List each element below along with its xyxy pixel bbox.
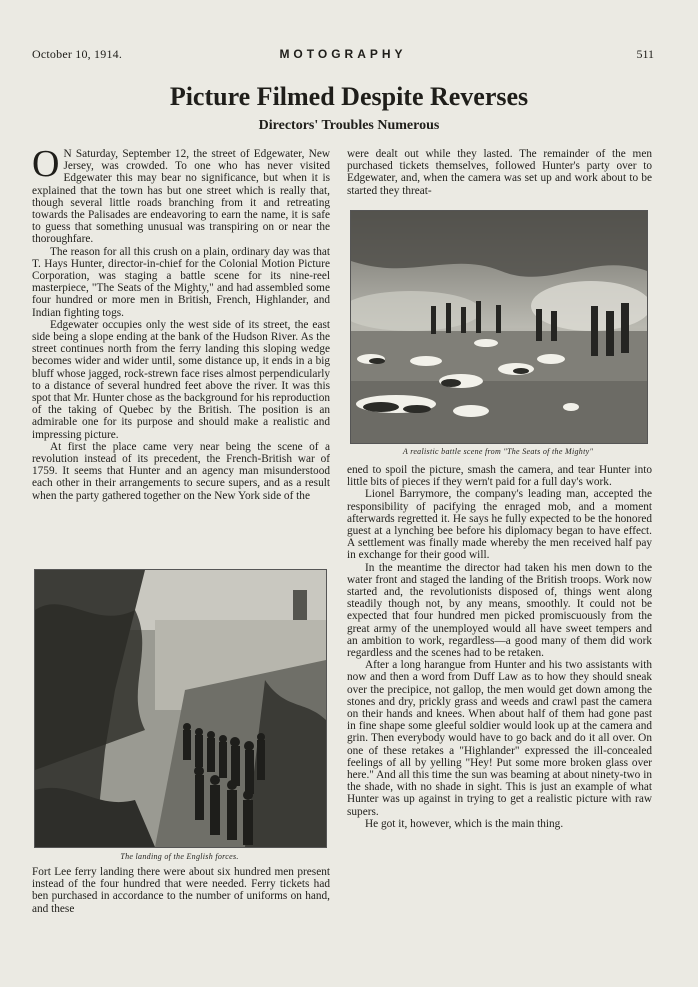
magazine-title: MOTOGRAPHY	[279, 47, 407, 61]
battle-photo	[350, 210, 648, 444]
paragraph: He got it, however, which is the main thing.	[365, 817, 564, 830]
column-1-top	[32, 148, 330, 562]
drop-cap: O	[32, 148, 60, 185]
landing-illustration	[35, 570, 326, 847]
paragraph: After a long harangue from Hunter and his two assistants with now and then a word from Duff Law as to how they should sneak over the precipice, not gallop, the men would get down among the stones and dry, prickly grass and weeds and crawl past the camera on their hands and knees. When about half of them had gone past in fine shape some gleeful soldier would look up at the camera and grin. Then everybody would have to go back and do it all over. On one of these retakes a "Highlander" expressed the ill-concealed feelings of all by yelling "Hey! Put some more broken glass over here." And all this time the sun was beaming at about ninety-two in the shade, with no shade in sight. This is just an example of what Hunter was up against in trying to get a realistic picture with raw supers.	[347, 659, 652, 818]
paragraph: Edgewater occupies only the west side of its street, the east side being a slope ending at the bank of the Hudson River. As the street continues north from the ferry landing this sloping wedge becomes wider and wider until, some distance up, it ends in a big bluff whose jagged, rock-strewn face rises almost perpendicularly to a distance of several hundred feet above the river. It was this spot that Mr. Hunter chose as the background for his reproduction of the taking of Quebec by the British. The position is an admirable one for its purpose and should make a realistic and impressing picture.	[32, 318, 330, 441]
battle-caption: A realistic battle scene from "The Seats of the Mighty"	[402, 447, 594, 456]
landing-caption: The landing of the English forces.	[120, 852, 239, 861]
paragraph: At first the place came very near being the scene of a revolution instead of its precedent, the French-British war of 1759. It seems that Hunter and an agency man misunderstood each other in their arrangements to secure supers, and as a result when the party gathered together on the New York side of the	[32, 440, 330, 502]
battle-illustration	[351, 211, 647, 443]
paragraph: Lionel Barrymore, the company's leading man, accepted the responsibility of pacifying the enraged mob, and a moment afterwards regretted it. He says he fully expected to be the honored guest at a lynching bee before his diplomacy began to have effect. A settlement was finally made whereby the men received half pay in exchange for their good will.	[347, 488, 652, 562]
issue-date: October 10, 1914.	[32, 47, 123, 61]
column-1-bottom	[32, 866, 330, 922]
running-header	[32, 47, 654, 65]
paragraph: were dealt out while they lasted. The remainder of the men purchased tickets themselves, followed Hunter's party over to Edgewater, and, when the camera was set up and work about to be started they threat-	[347, 148, 652, 197]
column-2-top	[347, 148, 652, 200]
landing-photo	[34, 569, 327, 848]
page-number: 511	[636, 47, 654, 61]
paragraph: The reason for all this crush on a plain, ordinary day was that T. Hays Hunter, director-in-chief for the Colonial Motion Picture Corporation, was staging a battle scene for its nine-reel masterpiece, "The Seats of the Mighty," and had assembled some four hundred or more men in British, French, Highlander, and Indian fighting togs.	[32, 245, 330, 319]
paragraph: Fort Lee ferry landing there were about six hundred men present instead of the four hundred that were needed. Ferry tickets had ben purchased in accordance to the number of uniforms on hand, and these	[32, 866, 330, 915]
paragraph: In the meantime the director had taken his men down to the water front and staged the landing of the British troops. Work now started and, the revolutionists disposed of, things went along steadily though not, by any means, smoothly. It could not be expected that four hundred men picked promiscuously from the great army of the unemployed would all have sweet tempers and an ambition to work, regardless—a good many of them did work regardless and the scenes had to be retaken.	[347, 561, 652, 660]
article-subtitle: Directors' Troubles Numerous	[258, 118, 440, 133]
paragraph: ened to spoil the picture, smash the camera, and tear Hunter into little bits of pieces if they wern't paid for a full day's work.	[347, 464, 652, 489]
paragraph: O N Saturday, September 12, the street of Edgewater, New Jersey, was crowded. To one who has never visited Edgewater this may bear no significance, but when it is explained that the town has but one street which is really that, though several little roads branching from it and retreating towards the Palisades are endeavoring to earn the name, it is safe to guess that something unusual was transpiring on or near the thoroughfare.	[32, 148, 330, 246]
column-2-bottom	[347, 464, 652, 922]
article-title: Picture Filmed Despite Reverses	[169, 82, 529, 111]
